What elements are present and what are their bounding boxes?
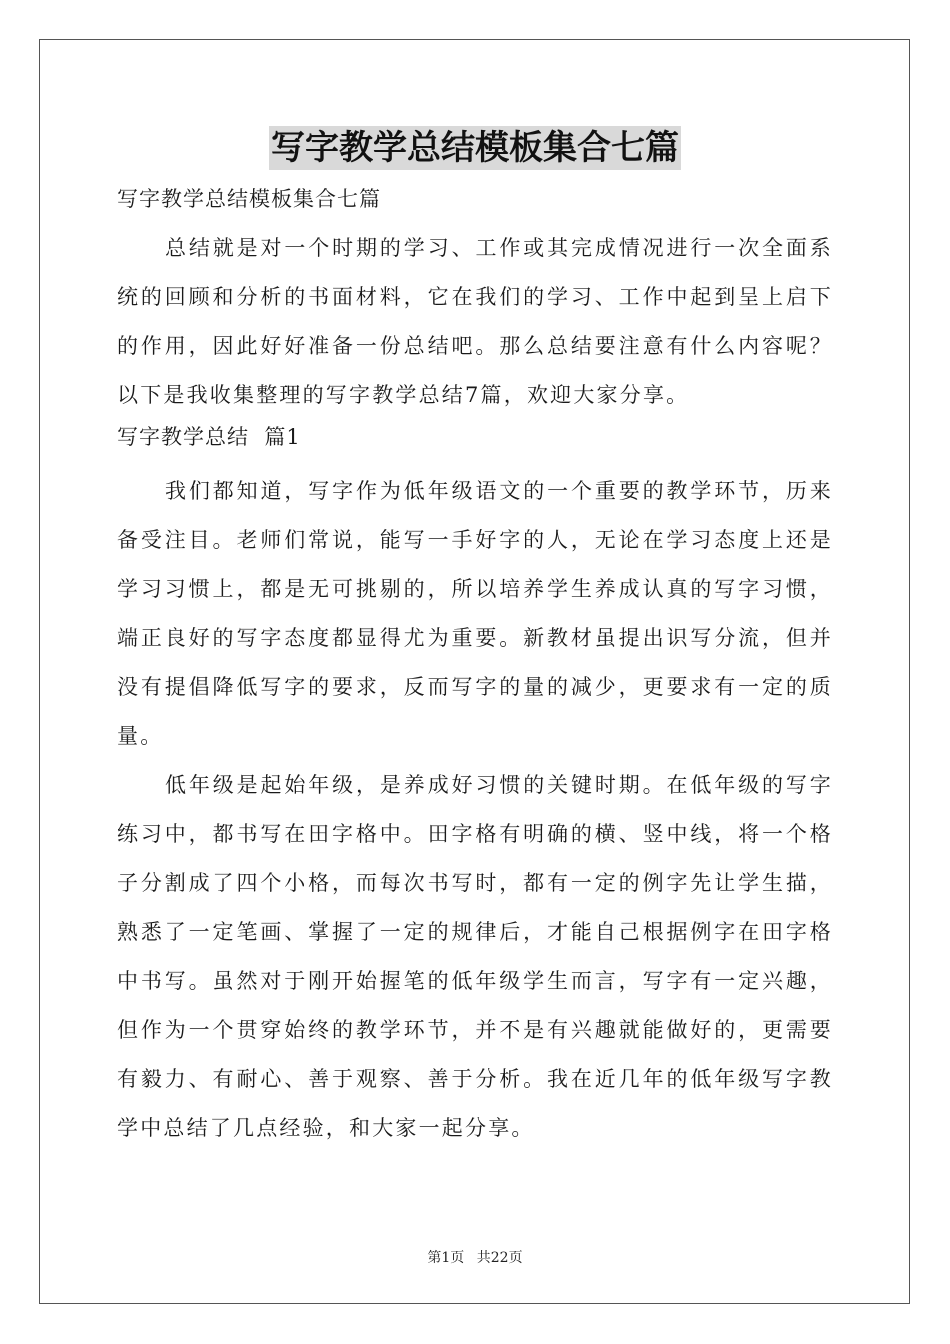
intro-paragraph: 总结就是对一个时期的学习、工作或其完成情况进行一次全面系统的回顾和分析的书面材料，它在我们的学习、工作中起到呈上启下的作用，因此好好准备一份总结吧。那么总结要注意有什么内容呢？以下是我收集整理的写字教学总结7篇，欢迎大家分享。 xyxy=(117,236,833,407)
title-container xyxy=(0,126,950,170)
page-footer xyxy=(0,1247,950,1267)
body-paragraph-1: 我们都知道，写字作为低年级语文的一个重要的教学环节，历来备受注目。老师们常说，能写一手好字的人，无论在学习态度上还是学习习惯上，都是无可挑剔的，所以培养学生养成认真的写字习惯，端正良好的写字态度都显得尤为重要。新教材虽提出识写分流，但并没有提倡降低写字的要求，反而写字的量的减少，更要求有一定的质量。 xyxy=(117,479,833,748)
document-body xyxy=(117,180,833,1153)
section-heading: 写字教学总结 篇1 xyxy=(117,425,301,449)
page-total: 共22页 xyxy=(476,1250,523,1266)
body-paragraph-2: 低年级是起始年级，是养成好习惯的关键时期。在低年级的写字练习中，都书写在田字格中。田字格有明确的横、竖中线，将一个格子分割成了四个小格，而每次书写时，都有一定的例字先让学生描，熟悉了一定笔画、掌握了一定的规律后，才能自己根据例字在田字格中书写。虽然对于刚开始握笔的低年级学生而言，写字有一定兴趣，但作为一个贯穿始终的教学环节，并不是有兴趣就能做好的，更需要有毅力、有耐心、善于观察、善于分析。我在近几年的低年级写字教学中总结了几点经验，和大家一起分享。 xyxy=(117,773,833,1140)
document-title: 写字教学总结模板集合七篇 xyxy=(271,128,679,168)
document-subtitle: 写字教学总结模板集合七篇 xyxy=(117,187,381,211)
page-number: 第1页 xyxy=(427,1250,465,1266)
